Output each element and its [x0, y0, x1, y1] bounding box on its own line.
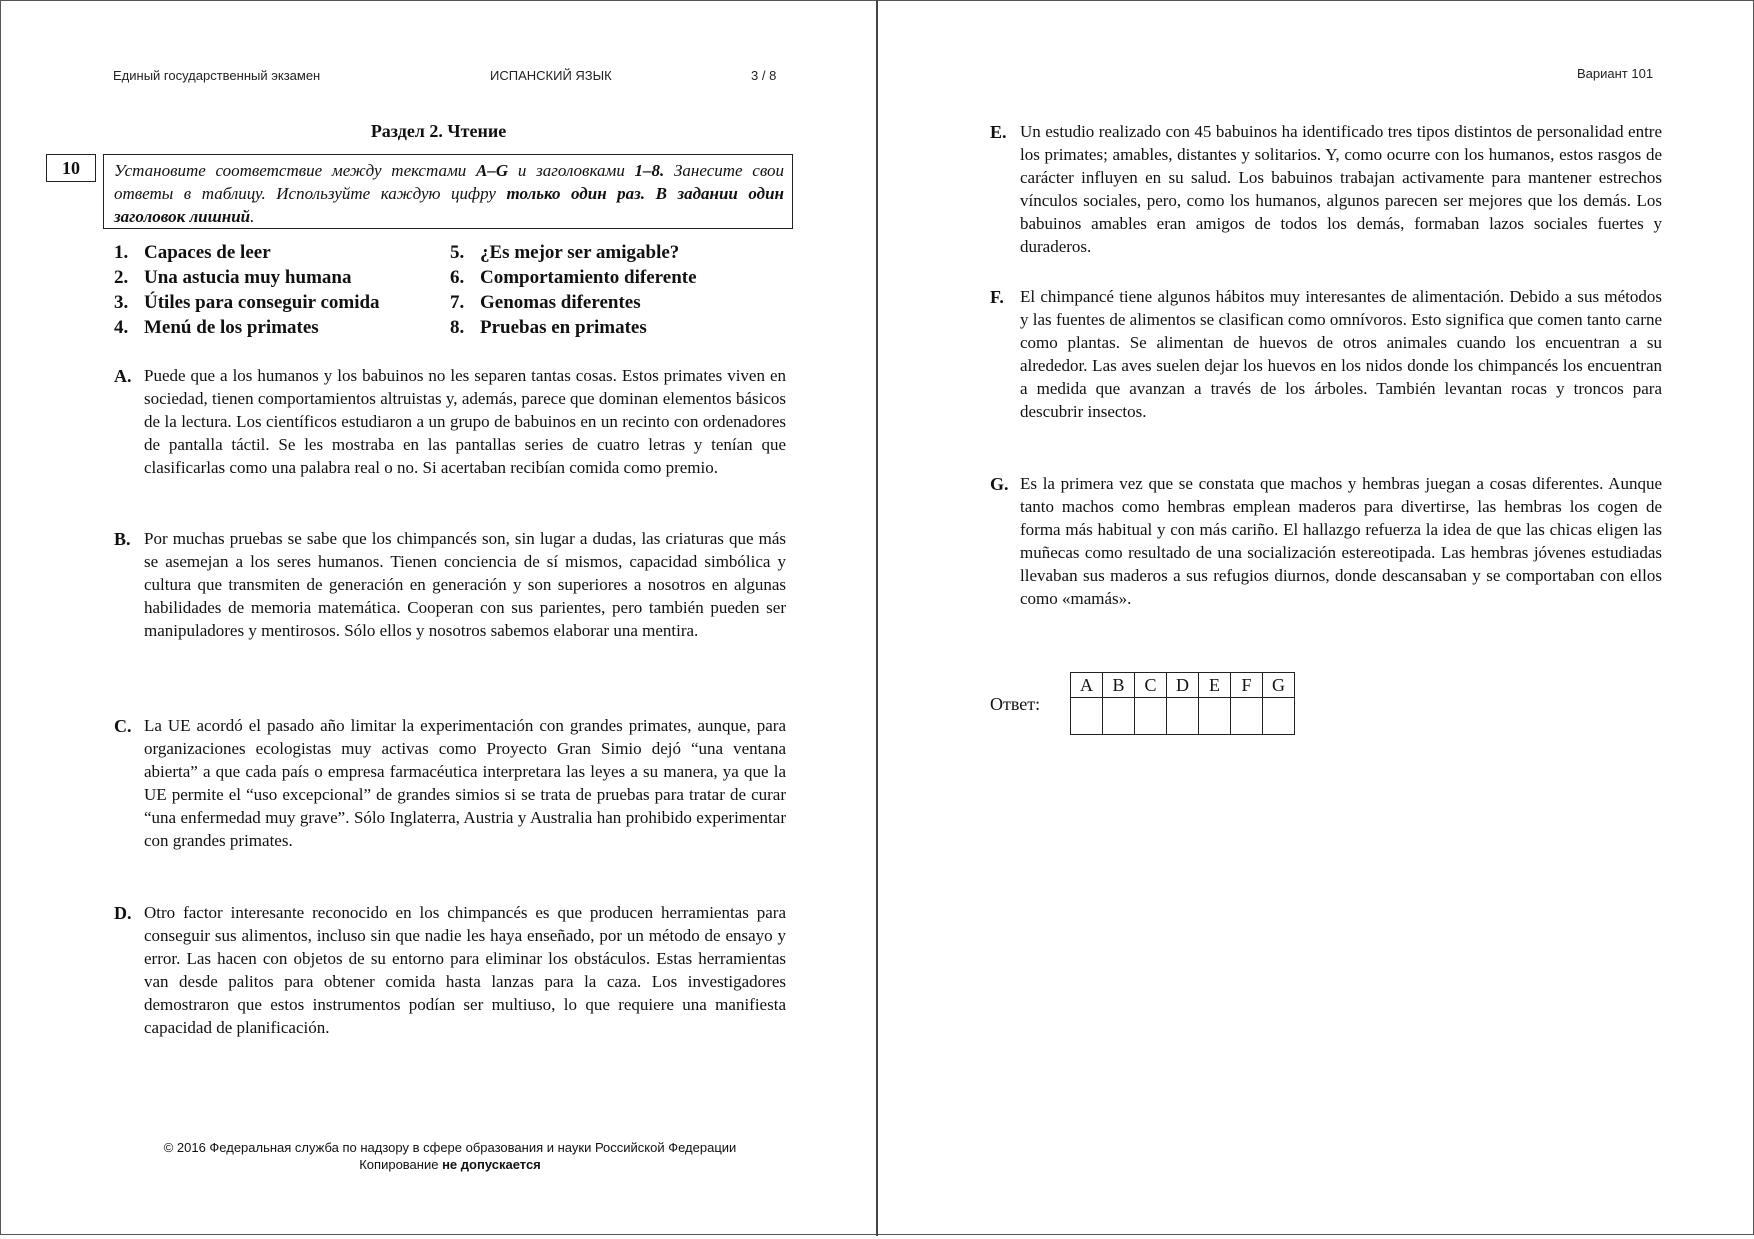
page-divider [876, 0, 878, 1236]
heading-item: 8. Pruebas en primates [450, 317, 647, 338]
text-letter: B. [114, 529, 131, 549]
text-e [990, 120, 1662, 258]
text-body: Por muchas pruebas se sabe que los chimpancés son, sin lugar a dudas, las criaturas que más se asemejan a los seres humanos. Tienen conciencia de sí mismos, capacidad simbólica y cultura que transmiten de generación en generación y son superiores a nosotros en algunas habilidades de memoria matemática. Cooperan con sus parientes, pero también pueden ser manipuladores y mentirosos. Sólo ellos y nosotros sabemos elaborar una mentira. [144, 529, 786, 640]
answer-column-header: E [1199, 673, 1231, 698]
text-b [114, 527, 786, 642]
answer-cell-e[interactable] [1199, 698, 1231, 735]
text-body: La UE acordó el pasado año limitar la experimentación con grandes primates, aunque, para organizaciones ecologistas muy activas como Proyecto Gran Simio dejó “una ventana abierta” a que cada país o empresa farmacéutica interpretara las leyes a su manera, ya que la UE permite el “uso excepcional” de grandes simios si se trata de pruebas para tratar de curar “una enfermedad muy grave”. Sólo Inglaterra, Austria y Australia han prohibido experimentar con grandes primates. [144, 716, 786, 850]
text-letter: A. [114, 366, 132, 386]
heading-item: 7. Genomas diferentes [450, 292, 641, 313]
footer-copy-notice: Копирование не допускается [359, 1157, 541, 1172]
answer-cell-f[interactable] [1231, 698, 1263, 735]
text-c [114, 714, 786, 852]
answer-label: Ответ: [990, 694, 1041, 714]
text-letter: G. [990, 474, 1009, 494]
answer-cell-d[interactable] [1167, 698, 1199, 735]
text-body: Puede que a los humanos y los babuinos no les separen tantas cosas. Estos primates viven en sociedad, tienen comportamientos altruistas y, además, parece que dominan elementos básicos de la lectura. Los científicos estudiaron a un grupo de babuinos en un recinto con ordenadores de pantalla táctil. Se les mostraba en las pantallas series de cuatro letras y tenían que clasificarlas como una palabra real o no. Si acertaban recibían comida como premio. [144, 366, 786, 477]
text-body: Es la primera vez que se constata que machos y hembras juegan a cosas diferentes. Aunque tanto machos como hembras emplean maderos para divertirse, las hembras los cogen de forma más habitual y con más cariño. El hallazgo refuerza la idea de que las chicas eligen las muñecas como resultado de una socialización estereotipada. Las hembras jóvenes estudiadas llevaban sus maderos a sus refugios diurnos, donde descansaban y se comportaban con ellos como «mamás». [1020, 474, 1662, 608]
text-body: El chimpancé tiene algunos hábitos muy interesantes de alimentación. Debido a sus métodos y las fuentes de alimentos se clasifican como omnívoros. Esto significa que comen tanto carne como plantas. Se alimentan de huevos de otros animales cuando los encuentran a su alrededor. Las aves suelen dejar los huevos en los nidos donde los chimpancés los encuentran a medida que avanzan a través de los árboles. También levantan rocas y troncos para descubrir insectos. [1020, 287, 1662, 421]
task-instruction: Установите соответствие между текстами A–G и заголовками 1–8. Занесите свои ответы в таблицу. Используйте каждую цифру только один раз. В задании один заголовок лишний. [103, 154, 793, 229]
headings-right [450, 240, 697, 340]
text-f [990, 285, 1662, 423]
text-body: Un estudio realizado con 45 babuinos ha identificado tres tipos distintos de personalidad entre los primates; amables, distantes y solitarios. Y, como ocurre con los humanos, estos rasgos de carácter influyen en su salud. Los babuinos trabajan activamente para mantener estrechos vínculos sociales, pero, como los humanos, algunos parecen ser mejores que los demás. Los babuinos amables eran amigos de todos los demás, formaban lazos sociales fuertes y duraderos. [1020, 122, 1662, 256]
answer-column-header: B [1103, 673, 1135, 698]
answer-table [1070, 672, 1295, 735]
answer-column-header: F [1231, 673, 1263, 698]
header-page-number: 3 / 8 [751, 68, 777, 83]
text-body: Otro factor interesante reconocido en los chimpancés es que producen herramientas para conseguir sus alimentos, incluso sin que nadie les haya enseñado, por un método de ensayo y error. Las hacen con objetos de su entorno para eliminar los obstáculos. Estas herramientas van desde palitos para obtener comida hasta lanzas para la caza. Los investigadores demostraron que estos instrumentos podían ser multiuso, lo que requiere una manifiesta capacidad de planificación. [144, 903, 786, 1037]
heading-item: 1. Capaces de leer [114, 242, 271, 263]
text-a [114, 364, 786, 479]
heading-item: 2. Una astucia muy humana [114, 267, 352, 288]
header-subject: ИСПАНСКИЙ ЯЗЫК [490, 68, 612, 83]
answer-cell-a[interactable] [1071, 698, 1103, 735]
footer [0, 1139, 900, 1173]
heading-item: 5. ¿Es mejor ser amigable? [450, 242, 680, 263]
section-title: Раздел 2. Чтение [370, 121, 507, 141]
answer-column-header: G [1263, 673, 1295, 698]
text-letter: E. [990, 122, 1007, 142]
text-letter: D. [114, 903, 132, 923]
answer-column-header: C [1135, 673, 1167, 698]
answer-cell-b[interactable] [1103, 698, 1135, 735]
footer-copyright: © 2016 Федеральная служба по надзору в сфере образования и науки Российской Федерации [163, 1140, 737, 1155]
heading-item: 6. Comportamiento diferente [450, 267, 697, 288]
heading-item: 3. Útiles para conseguir comida [114, 292, 380, 313]
header-variant: Вариант 101 [1577, 66, 1654, 81]
answer-cell-g[interactable] [1263, 698, 1295, 735]
answer-cell-c[interactable] [1135, 698, 1167, 735]
text-letter: F. [990, 287, 1004, 307]
header-exam: Единый государственный экзамен [113, 68, 321, 83]
task-number: 10 [46, 154, 96, 182]
answer-column-header: A [1071, 673, 1103, 698]
headings-left [114, 240, 380, 340]
answer-column-header: D [1167, 673, 1199, 698]
text-d [114, 901, 786, 1039]
heading-item: 4. Menú de los primates [114, 317, 319, 338]
text-g [990, 472, 1662, 610]
text-letter: C. [114, 716, 132, 736]
